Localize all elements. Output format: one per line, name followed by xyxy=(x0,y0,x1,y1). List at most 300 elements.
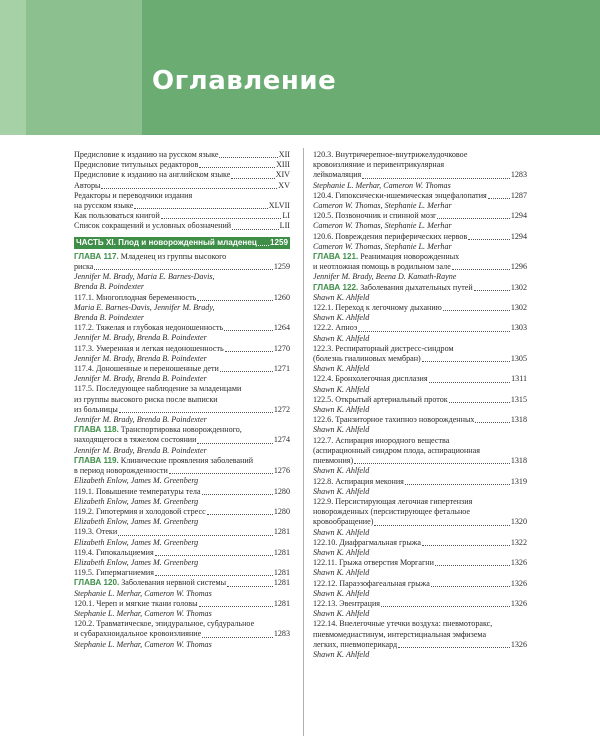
entry-title: 119.2. Гипотермия и холодовой стресс xyxy=(74,506,206,516)
entry-title: Как пользоваться книгой xyxy=(74,211,160,221)
chapter-entry[interactable] xyxy=(74,252,290,272)
page-number: 1276 xyxy=(273,466,290,476)
dot-leader xyxy=(94,269,272,270)
section-entry[interactable] xyxy=(313,344,527,364)
dot-leader xyxy=(199,606,273,607)
entry-title-line-2: новорожденных (персистирующее фетальное xyxy=(313,507,471,517)
author-line: Shawn K. Ahlfeld xyxy=(313,384,370,394)
section-entry[interactable] xyxy=(313,619,527,650)
section-entry[interactable] xyxy=(74,527,290,537)
entry-title: 119.5. Гипермагниемия xyxy=(74,568,154,578)
entry-row xyxy=(74,150,290,160)
entry-title-line-1: 120.2. Травматическое, эпидуральное, субдуральное xyxy=(74,619,255,629)
page-number: XIV xyxy=(275,170,290,180)
dot-leader xyxy=(118,535,273,536)
entry-title: из больницы xyxy=(74,404,118,414)
entry-row xyxy=(313,262,527,272)
part-label: ЧАСТЬ XI. xyxy=(76,237,116,247)
dot-leader xyxy=(358,331,509,332)
entry-title-line-2: (аспирационный синдром плода, аспирационная xyxy=(313,445,480,455)
author-line: Shawn K. Ahlfeld xyxy=(313,466,370,476)
dot-leader xyxy=(362,178,510,179)
author-line: Brenda B. Poindexter xyxy=(74,313,145,323)
entry-title: 122.12. Параэзофагеальная грыжа xyxy=(313,578,430,588)
part-page: 1259 xyxy=(269,237,288,247)
page-number: 1320 xyxy=(510,517,527,527)
dot-leader xyxy=(431,586,510,587)
entry-title-line xyxy=(313,436,527,446)
entry-title: 122.1. Переход к легочному дыханию xyxy=(313,303,442,313)
section-entry[interactable] xyxy=(74,384,290,415)
page-number: 1271 xyxy=(273,364,290,374)
entry-title: пневмония) xyxy=(313,456,354,466)
dot-leader xyxy=(197,300,272,301)
entry-row xyxy=(74,507,290,517)
part-heading[interactable] xyxy=(74,237,290,249)
author-line: Shawn K. Ahlfeld xyxy=(313,609,370,619)
page-number: 1318 xyxy=(510,456,527,466)
entry-row xyxy=(74,629,290,639)
dot-leader xyxy=(197,443,272,444)
entry-title: 120.6. Повреждения периферических нервов xyxy=(313,231,468,241)
page-number: 1303 xyxy=(510,323,527,333)
entry-title-line-2: пневмомедиастинум, интерстициальная эмфизема xyxy=(313,629,487,639)
entry-title: и субарахноидальное кровоизлияние xyxy=(74,629,202,639)
page-number: 1305 xyxy=(510,354,527,364)
entry-title: Список сокращений и условных обозначений xyxy=(74,221,232,231)
dot-leader xyxy=(202,637,273,638)
author-line: Shawn K. Ahlfeld xyxy=(313,486,370,496)
entry-row xyxy=(74,487,290,497)
chapter-label: ГЛАВА 119. xyxy=(74,455,119,465)
page-number: XIII xyxy=(276,160,290,170)
entry-row xyxy=(74,527,290,537)
entry-title-line xyxy=(74,384,290,394)
dot-leader xyxy=(161,218,282,219)
dot-leader xyxy=(422,545,510,546)
dot-leader xyxy=(398,647,510,648)
chapter-label: ГЛАВА 121. xyxy=(313,252,359,262)
author-line: Shawn K. Ahlfeld xyxy=(313,649,370,659)
dot-leader xyxy=(219,157,277,158)
page-number: 1283 xyxy=(510,170,527,180)
entry-row xyxy=(313,354,527,364)
entry-title: Авторы xyxy=(74,180,101,190)
page-number: 1281 xyxy=(273,578,290,588)
entry-title: 122.11. Грыжа отверстия Моргагни xyxy=(313,558,434,568)
entry-title: (болезнь гиалиновых мембран) xyxy=(313,354,421,364)
author-line: Shawn K. Ahlfeld xyxy=(313,527,370,537)
dot-leader xyxy=(474,290,510,291)
page-number: XLVII xyxy=(268,201,290,211)
section-entry[interactable] xyxy=(74,344,290,354)
entry-title: кровообращение) xyxy=(313,517,374,527)
dot-leader xyxy=(202,494,273,495)
author-line: Elizabeth Enlow, James M. Greenberg xyxy=(74,496,199,506)
entry-title: 122.2. Апноэ xyxy=(313,323,358,333)
dot-leader xyxy=(452,269,510,270)
entry-title-line xyxy=(74,456,290,466)
entry-row xyxy=(313,374,527,384)
page-number: XII xyxy=(278,150,290,159)
entry-title: 122.5. Открытый артериальный проток xyxy=(313,394,448,404)
entry-row xyxy=(74,211,290,221)
dot-leader xyxy=(374,525,509,526)
page-number: 1270 xyxy=(273,343,290,353)
entry-title: 122.4. Бронхолегочная дисплазия xyxy=(313,374,428,384)
entry-title: 122.10. Диафрагмальная грыжа xyxy=(313,537,421,547)
section-entry[interactable] xyxy=(74,487,290,497)
page-number: 1259 xyxy=(273,262,290,272)
page-number: 1302 xyxy=(510,282,527,292)
entry-row xyxy=(313,456,527,466)
entry-title: 122.6. Транзиторное тахипноэ новорожденных xyxy=(313,415,475,425)
dot-leader xyxy=(134,208,267,209)
section-entry[interactable] xyxy=(313,477,527,487)
front-matter-entry[interactable] xyxy=(74,181,290,191)
author-line: Elizabeth Enlow, James M. Greenberg xyxy=(74,537,199,547)
chapter-entry[interactable] xyxy=(313,283,527,293)
author-line: Cameron W. Thomas, Stephanie L. Merhar xyxy=(313,221,452,231)
author-line: Shawn K. Ahlfeld xyxy=(313,568,370,578)
entry-title: Предисловие к изданию на английском языке xyxy=(74,170,231,180)
author-line: Jennifer M. Brady, Brenda B. Poindexter xyxy=(74,333,207,343)
dot-leader xyxy=(155,555,273,556)
entry-row xyxy=(313,395,527,405)
dot-leader xyxy=(429,382,511,383)
section-entry[interactable] xyxy=(74,568,290,578)
dot-leader xyxy=(232,229,279,230)
entry-row xyxy=(74,262,290,272)
section-entry[interactable] xyxy=(74,507,290,517)
page-number: 1326 xyxy=(510,578,527,588)
entry-title: 122.13. Эвентрация xyxy=(313,598,381,608)
toc-column-right xyxy=(313,150,527,660)
entry-row xyxy=(74,201,290,211)
front-matter-entry[interactable] xyxy=(74,150,290,160)
dot-leader xyxy=(225,351,273,352)
front-matter-list xyxy=(74,150,290,232)
entry-title-line xyxy=(313,252,527,262)
author-line: Elizabeth Enlow, James M. Greenberg xyxy=(74,557,199,567)
author-line: Jennifer M. Brady, Brenda B. Poindexter xyxy=(74,445,207,455)
page-number: XV xyxy=(278,180,290,190)
page-number: 1326 xyxy=(510,639,527,649)
section-entry[interactable] xyxy=(74,293,290,303)
section-entry[interactable] xyxy=(313,323,527,333)
entry-row xyxy=(313,170,527,180)
entry-title: 119.4. Гипокальциемия xyxy=(74,547,154,557)
dot-leader xyxy=(224,330,273,331)
author-line: Elizabeth Enlow, James M. Greenberg xyxy=(74,517,199,527)
entry-row xyxy=(313,211,527,221)
entry-title-line-2: кровоизлияние и перивентрикулярная xyxy=(313,160,445,170)
author-line: Jennifer M. Brady, Brenda B. Poindexter xyxy=(74,415,207,425)
chapter-entry[interactable] xyxy=(74,456,290,476)
author-line: Stephanie L. Merhar, Cameron W. Thomas xyxy=(74,588,212,598)
entry-title-line xyxy=(313,619,527,629)
dot-leader xyxy=(422,361,510,362)
entry-title: 117.1. Многоплодная беременность xyxy=(74,292,197,302)
entry-row xyxy=(74,405,290,415)
header-accent xyxy=(0,0,26,135)
page-number: 1296 xyxy=(510,262,527,272)
entry-title-line-1: Младенец из группы высокого xyxy=(120,251,227,261)
dot-leader xyxy=(435,565,510,566)
section-entry[interactable] xyxy=(313,497,527,528)
entry-title-line-1: 122.9. Персистирующая легочная гипертензия xyxy=(313,496,473,506)
section-entry[interactable] xyxy=(313,191,527,201)
entry-title-line xyxy=(74,425,290,435)
entry-row xyxy=(74,344,290,354)
page-number: 1319 xyxy=(510,476,527,486)
dot-leader xyxy=(119,412,273,413)
dot-leader xyxy=(207,514,273,515)
entry-title: 120.5. Позвоночник и спинной мозг xyxy=(313,211,437,221)
page-number: 1322 xyxy=(510,537,527,547)
author-line: Jennifer M. Brady, Maria E. Barnes-Davis, xyxy=(74,272,215,282)
section-entry[interactable] xyxy=(313,415,527,425)
entry-row xyxy=(74,364,290,374)
entry-title-line xyxy=(313,497,527,507)
front-matter-entry[interactable] xyxy=(74,211,290,221)
page-number: 1315 xyxy=(510,394,527,404)
entry-row xyxy=(313,191,527,201)
dot-leader xyxy=(443,310,510,311)
page-number: 1281 xyxy=(273,568,290,578)
author-line: Shawn K. Ahlfeld xyxy=(313,405,370,415)
section-entry[interactable] xyxy=(74,364,290,374)
entry-title-line-1: 122.14. Внелегочные утечки воздуха: пневмоторакс, xyxy=(313,619,493,629)
column-divider xyxy=(303,148,304,736)
entry-row xyxy=(313,599,527,609)
dot-leader xyxy=(227,586,273,587)
entry-title: находящегося в тяжелом состоянии xyxy=(74,435,197,445)
front-matter-entry[interactable] xyxy=(74,191,290,211)
section-entry[interactable] xyxy=(313,436,527,467)
entry-row xyxy=(74,435,290,445)
entry-row xyxy=(313,640,527,650)
page-number: 1294 xyxy=(510,231,527,241)
author-line: Stephanie L. Merhar, Cameron W. Thomas xyxy=(313,180,451,190)
page-number: 1302 xyxy=(510,303,527,313)
author-line: Stephanie L. Merhar, Cameron W. Thomas xyxy=(74,608,212,618)
entry-title: на русском языке xyxy=(74,201,134,211)
chapter-entry[interactable] xyxy=(74,578,290,588)
entry-title-line-1: 122.3. Респираторный дистресс-синдром xyxy=(313,343,454,353)
section-entry[interactable] xyxy=(74,548,290,558)
entry-row xyxy=(313,232,527,242)
page-number: 1281 xyxy=(273,547,290,557)
dot-leader xyxy=(101,188,277,189)
author-line: Jennifer M. Brady, Brenda B. Poindexter xyxy=(74,374,207,384)
author-line: Cameron W. Thomas, Stephanie L. Merhar xyxy=(313,201,452,211)
chapter-label: ГЛАВА 120. xyxy=(74,578,120,588)
entry-title-line-1: Реанимация новорожденных xyxy=(360,252,460,262)
section-entry[interactable] xyxy=(313,211,527,221)
page-number: 1326 xyxy=(510,598,527,608)
page-number: 1287 xyxy=(510,190,527,200)
dot-leader xyxy=(220,371,273,372)
section-entry[interactable] xyxy=(313,395,527,405)
entry-row xyxy=(313,477,527,487)
page-number: LI xyxy=(282,211,290,221)
page-number: 1280 xyxy=(273,506,290,516)
chapter-entry[interactable] xyxy=(313,252,527,272)
author-line: Stephanie L. Merhar, Cameron W. Thomas xyxy=(74,639,212,649)
author-line: Cameron W. Thomas, Stephanie L. Merhar xyxy=(313,241,452,251)
page-number: 1264 xyxy=(273,323,290,333)
dot-leader xyxy=(354,463,510,464)
page-number: LII xyxy=(279,221,290,231)
entry-title: в период новорожденности xyxy=(74,466,168,476)
section-entry[interactable] xyxy=(313,599,527,609)
section-entry[interactable] xyxy=(313,303,527,313)
author-line: Shawn K. Ahlfeld xyxy=(313,292,370,302)
entry-row xyxy=(74,293,290,303)
toc-entries-left xyxy=(74,252,290,650)
section-entry[interactable] xyxy=(313,538,527,548)
section-entry[interactable] xyxy=(74,619,290,639)
entry-title-line xyxy=(313,344,527,354)
section-entry[interactable] xyxy=(74,599,290,609)
entry-title: лейкомаляция xyxy=(313,170,362,180)
entry-row xyxy=(313,579,527,589)
section-entry[interactable] xyxy=(313,579,527,589)
author-line: Shawn K. Ahlfeld xyxy=(313,364,370,374)
front-matter-entry[interactable] xyxy=(74,170,290,180)
entry-title-line-1: 120.3. Внутричерепное-внутрижелудочковое xyxy=(313,150,468,159)
dot-leader xyxy=(231,178,274,179)
entry-title-line-1: Редакторы и переводчики издания xyxy=(74,190,193,200)
entry-row xyxy=(74,160,290,170)
entry-title: 119.1. Повышение температуры тела xyxy=(74,486,201,496)
page-number: 1274 xyxy=(273,435,290,445)
entry-title: и неотложная помощь в родильном зале xyxy=(313,262,451,272)
entry-row xyxy=(313,415,527,425)
author-line: Brenda B. Poindexter xyxy=(74,282,145,292)
entry-title-line xyxy=(74,252,290,262)
dot-leader xyxy=(199,167,275,168)
entry-title-line-2: из группы высокого риска после выписки xyxy=(74,394,218,404)
toc-column-left xyxy=(74,150,290,650)
section-entry[interactable] xyxy=(313,558,527,568)
section-entry[interactable] xyxy=(313,374,527,384)
page-number: 1311 xyxy=(511,374,527,384)
entry-title-wrap xyxy=(313,283,473,293)
entry-row xyxy=(74,181,290,191)
page-number: 1283 xyxy=(273,629,290,639)
entry-row xyxy=(313,283,527,293)
section-entry[interactable] xyxy=(74,323,290,333)
entry-title: Заболевания нервной системы xyxy=(121,578,227,588)
entry-title: 122.8. Аспирация мекония xyxy=(313,476,404,486)
author-line: Elizabeth Enlow, James M. Greenberg xyxy=(74,476,199,486)
author-line: Shawn K. Ahlfeld xyxy=(313,425,370,435)
page-number: 1294 xyxy=(510,211,527,221)
author-line: Maria E. Barnes-Davis, Jennifer M. Brady, xyxy=(74,302,215,312)
entry-title: Предисловие к изданию на русском языке xyxy=(74,150,219,159)
entry-title: риска xyxy=(74,262,94,272)
front-matter-entry[interactable] xyxy=(74,160,290,170)
entry-title: 120.1. Череп и мягкие ткани головы xyxy=(74,598,198,608)
entry-row xyxy=(74,568,290,578)
entry-title-line xyxy=(313,150,527,160)
page-number: 1326 xyxy=(510,558,527,568)
dot-leader xyxy=(449,402,510,403)
page-number: 1318 xyxy=(510,415,527,425)
entry-row xyxy=(313,538,527,548)
entry-row xyxy=(74,599,290,609)
author-line: Shawn K. Ahlfeld xyxy=(313,547,370,557)
dot-leader xyxy=(475,422,509,423)
entry-title-line-1: 117.5. Последующее наблюдение за младенцами xyxy=(74,384,242,394)
chapter-label: ГЛАВА 118. xyxy=(74,425,119,435)
dot-leader xyxy=(155,575,273,576)
dot-leader xyxy=(405,484,510,485)
chapter-label: ГЛАВА 117. xyxy=(74,251,119,261)
author-line: Shawn K. Ahlfeld xyxy=(313,333,370,343)
dot-leader xyxy=(468,239,510,240)
author-line: Jennifer M. Brady, Beena D. Kamath-Rayne xyxy=(313,272,457,282)
entry-title: 119.3. Отеки xyxy=(74,527,118,537)
page-number: 1280 xyxy=(273,486,290,496)
page-number: 1281 xyxy=(273,598,290,608)
author-line: Shawn K. Ahlfeld xyxy=(313,313,370,323)
entry-row xyxy=(74,578,290,588)
entry-title: Заболевания дыхательных путей xyxy=(360,282,473,292)
author-line: Shawn K. Ahlfeld xyxy=(313,588,370,598)
dot-leader xyxy=(381,606,510,607)
entry-row xyxy=(74,548,290,558)
page-number: 1272 xyxy=(273,404,290,414)
entry-title: 120.4. Гипоксически-ишемическая энцефалопатия xyxy=(313,190,487,200)
page-title: Оглавление xyxy=(152,66,337,96)
entry-title: легких, пневмоперикард xyxy=(313,639,398,649)
author-line: Jennifer M. Brady, Brenda B. Poindexter xyxy=(74,353,207,363)
entry-title-line-1: 122.7. Аспирация инородного вещества xyxy=(313,435,450,445)
dot-leader xyxy=(437,218,509,219)
entry-row xyxy=(313,303,527,313)
chapter-label: ГЛАВА 122. xyxy=(313,282,359,292)
toc-entries-right xyxy=(313,150,527,660)
entry-title: 117.4. Доношенные и переношенные дети xyxy=(74,364,219,374)
entry-row xyxy=(74,170,290,180)
part-title: Плод и новорожденный младенец xyxy=(118,237,257,247)
dot-leader xyxy=(488,198,510,199)
chapter-entry[interactable] xyxy=(74,425,290,445)
page-number: 1260 xyxy=(273,292,290,302)
section-entry[interactable] xyxy=(313,150,527,181)
entry-row xyxy=(313,323,527,333)
entry-title-line-1: Транспортировка новорожденного, xyxy=(120,425,242,435)
entry-row xyxy=(74,323,290,333)
entry-title: Предисловие титульных редакторов xyxy=(74,160,199,170)
entry-title: 117.3. Умеренная и легкая недоношенность xyxy=(74,343,224,353)
entry-row xyxy=(74,466,290,476)
entry-row xyxy=(74,221,290,231)
page-number: 1281 xyxy=(273,527,290,537)
entry-row xyxy=(313,558,527,568)
entry-title-line xyxy=(74,619,290,629)
section-entry[interactable] xyxy=(313,232,527,242)
front-matter-entry[interactable] xyxy=(74,221,290,231)
entry-row xyxy=(313,517,527,527)
entry-title: 117.2. Тяжелая и глубокая недоношенность xyxy=(74,323,224,333)
entry-title-wrap xyxy=(74,578,226,588)
entry-title-line-1: Клинические проявления заболеваний xyxy=(120,455,254,465)
dot-leader xyxy=(169,473,273,474)
